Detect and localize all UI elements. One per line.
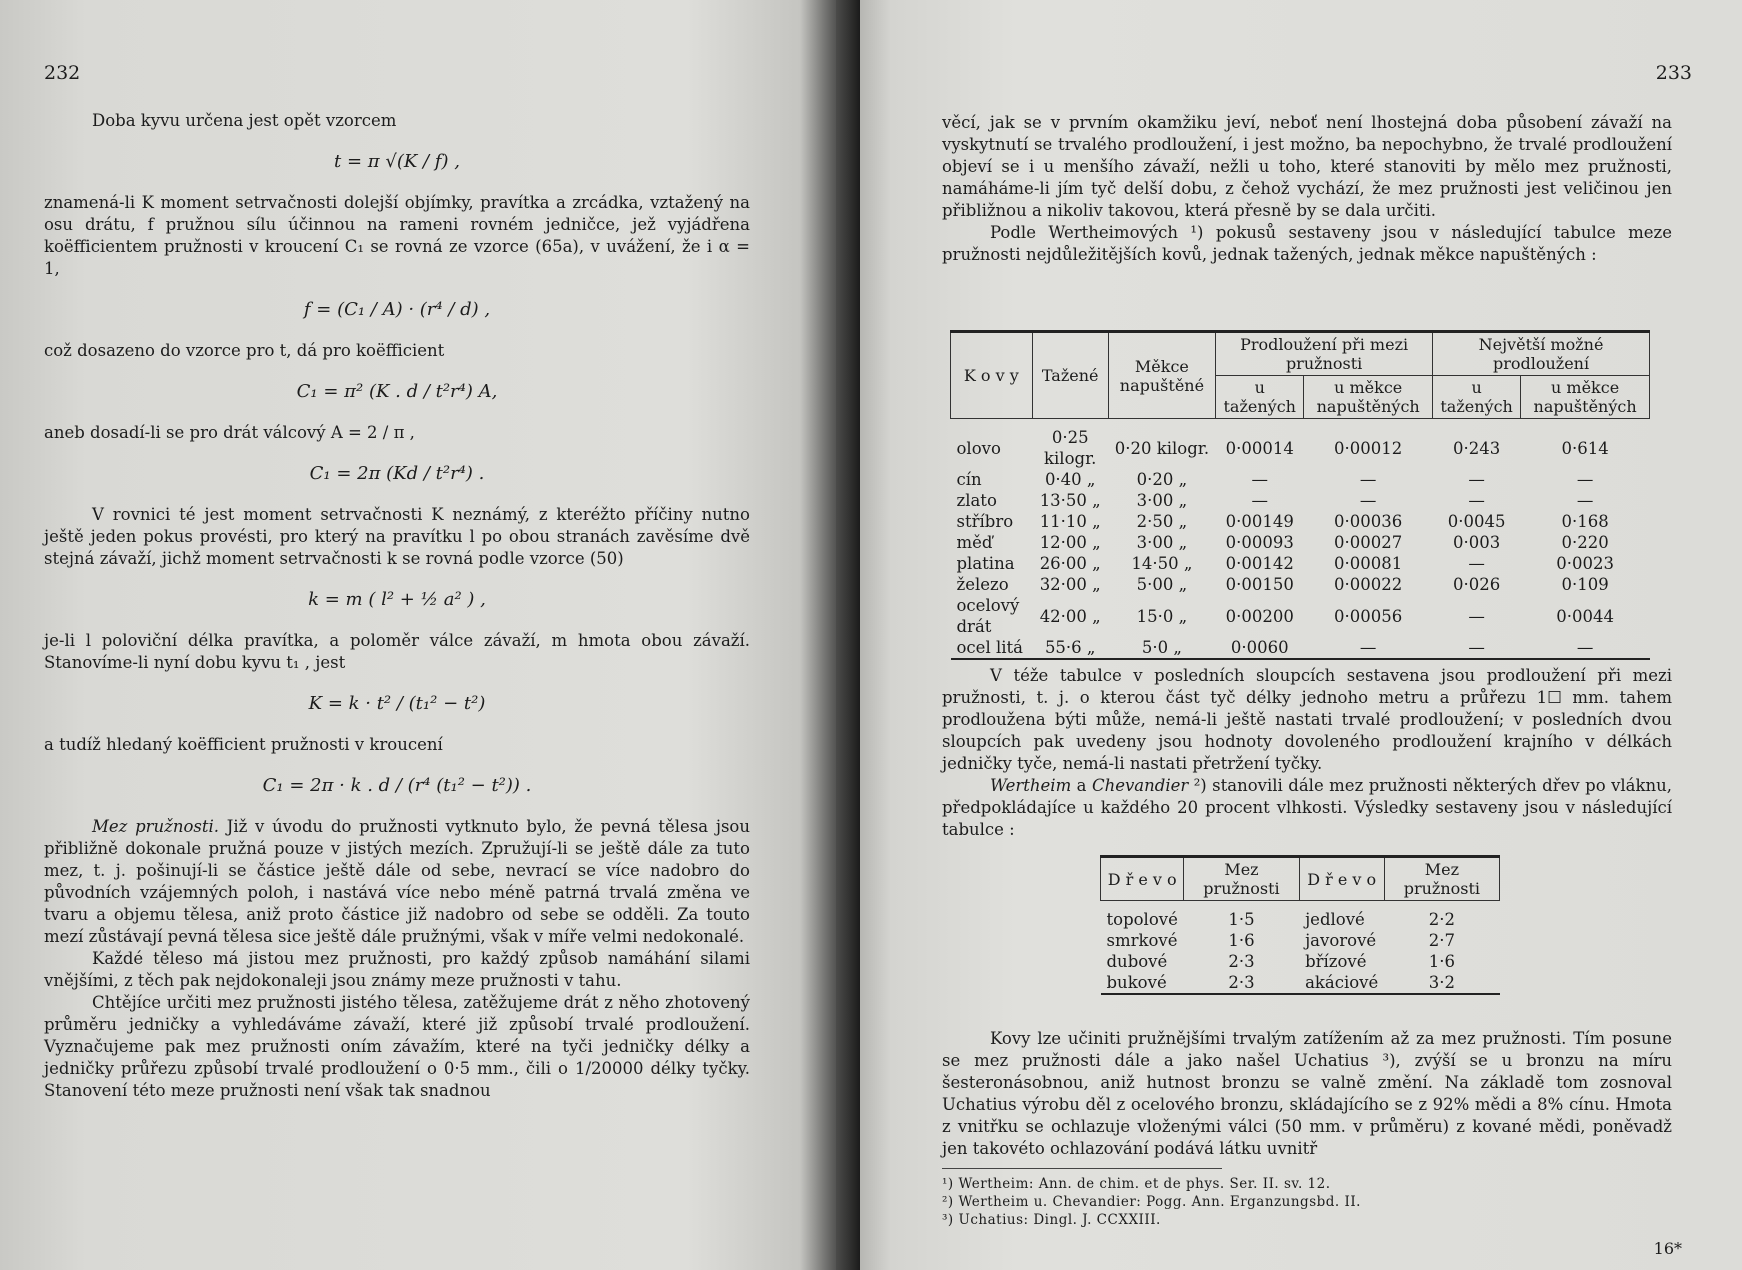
table-cell: 3·2 (1428, 973, 1456, 992)
subheader-u-tazenych: u tažených (1433, 376, 1521, 419)
woods-table-body (1101, 901, 1500, 995)
paragraph: Chtějíce určiti mez pružnosti jistého tělesa, zatěžujeme drát z něho zhotovený průměru jedničky a vyhledáváme závaží, které již způsobí trvalé prodloužení. Vyznačujeme pak mez pružnosti oním závažím, které na tyči jedničky délky a jedničky průřezu způsobí trvalé prodloužení o 0·5 mm., čili o 1/20000 délky tyčky. Stanovení této meze pružnosti není však tak snadnou (44, 993, 750, 1100)
paragraph: je-li l poloviční délka pravítka, a poloměr válce závaží, m hmota obou závaží. Stanovíme-li nyní dobu kyvu t₁ , jest (44, 631, 750, 672)
paragraph: V rovnici té jest moment setrvačnosti K neznámý, z kteréžto příčiny nutno ještě jeden pokus provésti, pro který na pravítku l po obou stranách zavěsíme dvě stejná závaží, jichž moment setrvačnosti k se rovná podle vzorce (50) (44, 505, 750, 568)
table-cell: 0·109 (1561, 575, 1609, 594)
table-cell: 0·0045 (1447, 512, 1506, 531)
table-cell: 3·00 „ (1136, 533, 1188, 552)
text: a (1071, 776, 1092, 795)
page-number-left: 232 (44, 62, 81, 84)
table-cell: 1·6 (1428, 952, 1456, 971)
table-row (951, 553, 1650, 574)
table-row (951, 511, 1650, 532)
paragraph (44, 816, 750, 948)
table-cell: 2·3 (1228, 973, 1255, 992)
header-mez: Mez pružnosti (1384, 857, 1499, 901)
table-cell: 0·25 kilogr. (1044, 428, 1097, 468)
table-cell: ocel litá (956, 638, 1023, 657)
page-number-right: 233 (1655, 62, 1692, 84)
table-cell: 0·00150 (1225, 575, 1294, 594)
table-cell: 5·00 „ (1136, 575, 1188, 594)
table-cell: 2·2 (1428, 910, 1456, 929)
book-gutter (800, 0, 860, 1270)
header-prodlouzeni: Prodloužení při mezi pružnosti (1216, 332, 1433, 376)
right-page-text-bottom (942, 1028, 1672, 1229)
table-cell: — (1359, 638, 1377, 657)
table-row (1101, 972, 1500, 994)
paragraph-text: Již v úvodu do pružnosti vytknuto bylo, že pevná tělesa jsou přibližně dokonale pružná pouze v jistých mezích. Zpružují-li se ještě dále za tuto mez, t. j. pošinují-li se částice ještě dále od sebe, nevrací se více nadobro do původních vzájemných poloh, i nastává více nebo méně patrná trvalá změna ve tvaru a objemu tělesa, aniž proto částice již nadobro od sebe se odděli. Za touto mezí zůstávají pevná tělesa sice ještě dále pružnými, však v míře velmi nedokonalé. (44, 817, 750, 946)
table-cell: 2·50 „ (1136, 512, 1188, 531)
table-cell: 2·7 (1428, 931, 1456, 950)
paragraph: Podle Wertheimových ¹) pokusů sestaveny jsou v následující tabulce meze pružnosti nejdůležitějších kovů, jednak tažených, jednak měkce napuštěných : (942, 223, 1672, 264)
table-cell: 11·10 „ (1039, 512, 1101, 531)
left-page-text (44, 110, 750, 1102)
paragraph: V téže tabulce v posledních sloupcích sestavena jsou prodloužení při mezi pružnosti, t. j. o kterou část tyč délky jednoho metru a průřezu 1☐ mm. tahem prodloužena býti může, nemá-li ještě nastati trvalé prodloužení; v posledních dvou sloupcích pak uvedeny jsou hodnoty dovoleného prodloužení krajního v délkách jedničky tyče, nemá-li nastati přetržení tyčky. (942, 666, 1672, 773)
footnote: ²) Wertheim u. Chevandier: Pogg. Ann. Erganzungsbd. II. (942, 1194, 1361, 1210)
table-cell: 1·6 (1228, 931, 1255, 950)
table-cell: 0·00056 (1334, 606, 1403, 626)
table-cell: 0·168 (1561, 512, 1609, 531)
right-page-text-middle (942, 665, 1672, 841)
table-cell: — (1576, 638, 1594, 657)
header-nejvetsi: Největší možné prodloužení (1433, 332, 1650, 376)
table-cell: 3·00 „ (1136, 491, 1188, 510)
table-row (1101, 930, 1500, 951)
table-cell: 0·00012 (1334, 438, 1403, 458)
header-kovy: K o v y (951, 332, 1033, 419)
header-mekce: Měkce napuštěné (1108, 332, 1215, 419)
formula: k = m ( l² + ½ a² ) , (308, 589, 486, 610)
table-cell: 0·00200 (1225, 606, 1294, 626)
table-cell: — (1576, 491, 1594, 510)
section-heading: Mez pružnosti. (92, 817, 220, 836)
table-cell: měď (956, 533, 993, 552)
footnote: ¹) Wertheim: Ann. de chim. et de phys. Ser. II. sv. 12. (942, 1176, 1331, 1192)
paragraph-text: ²) stanovili dále mez pružnosti některých dřev po vláknu, předpokládajíce u každého 20 procent vlhkosti. Výsledky sestaveny jsou v následující tabulce : (942, 776, 1673, 839)
subheader-u-mekce: u měkce napuštěných (1521, 376, 1650, 419)
table-cell: javorové (1305, 931, 1377, 950)
table-row (951, 574, 1650, 595)
table-row (951, 419, 1650, 470)
table-cell: 0·0023 (1556, 554, 1614, 573)
metals-table-body (951, 419, 1650, 660)
paragraph: aneb dosadí-li se pro drát válcový A = 2 / π , (44, 423, 415, 442)
table-cell: 0·003 (1452, 533, 1501, 552)
formula: C₁ = π² (K . d / t²r⁴) A, (296, 381, 498, 402)
table-row (951, 595, 1650, 637)
table-cell: — (1359, 491, 1377, 510)
table-cell: topolové (1106, 910, 1178, 929)
table-cell: zlato (956, 491, 997, 510)
table-cell: 0·0060 (1230, 638, 1289, 657)
table-cell: smrkové (1106, 931, 1178, 950)
table-cell: 13·50 „ (1039, 491, 1101, 510)
table-cell: — (1468, 638, 1485, 657)
table-cell: 0·00036 (1334, 512, 1403, 531)
table-cell: 0·20 kilogr. (1114, 438, 1210, 458)
left-page (0, 0, 858, 1270)
paragraph: což dosazeno do vzorce pro t, dá pro koëfficient (44, 341, 445, 360)
table-cell: ocelový drát (956, 596, 1020, 636)
author-name: Wertheim (990, 776, 1072, 795)
table-cell: 0·00093 (1225, 533, 1294, 552)
formula: C₁ = 2π (Kd / t²r⁴) . (309, 463, 485, 484)
table-row (951, 532, 1650, 553)
paragraph: Doba kyvu určena jest opět vzorcem (92, 111, 397, 130)
table-cell: — (1468, 491, 1485, 510)
footnote: ³) Uchatius: Dingl. J. CCXXIII. (942, 1212, 1161, 1228)
table-cell: 0·220 (1561, 533, 1609, 552)
table-cell: — (1251, 470, 1268, 489)
table-cell: železo (956, 575, 1009, 594)
table-cell: — (1468, 470, 1485, 489)
table-cell: — (1468, 554, 1485, 573)
header-drevo: D ř e v o (1299, 857, 1384, 901)
table-cell: 0·026 (1452, 575, 1501, 594)
header-mez: Mez pružnosti (1184, 857, 1299, 901)
table-cell: stříbro (956, 512, 1014, 531)
table-cell: jedlové (1305, 910, 1365, 929)
table-cell: 55·6 „ (1044, 638, 1096, 657)
table-row (951, 637, 1650, 659)
table-cell: 0·00142 (1225, 554, 1294, 573)
paragraph (942, 775, 1672, 841)
woods-table (1100, 855, 1500, 995)
table-cell: cín (956, 470, 982, 489)
table-cell: 2·3 (1228, 952, 1255, 971)
paragraph: znamená-li K moment setrvačnosti dolejší objímky, pravítka a zrcádka, vztažený na osu drátu, f pružnou sílu účinnou na rameni rovném jedničce, jež vyjádřena koëfficientem pružnosti v kroucení C₁ se rovná ze vzorce (65a), v uvážení, že i α = 1, (44, 193, 750, 278)
table-cell: 0·00081 (1334, 554, 1403, 573)
formula: C₁ = 2π · k . d / (r⁴ (t₁² − t²)) . (262, 775, 532, 796)
table-cell: břízové (1305, 952, 1367, 971)
table-cell: 0·20 „ (1136, 470, 1188, 489)
table-row (951, 490, 1650, 511)
subheader-u-tazenych: u tažených (1216, 376, 1304, 419)
paragraph: a tudíž hledaný koëfficient pružnosti v kroucení (44, 735, 443, 754)
signature-mark: 16* (1653, 1239, 1682, 1258)
table-cell: 0·00022 (1334, 575, 1403, 594)
table-cell: 15·0 „ (1136, 606, 1188, 626)
table-row (1101, 901, 1500, 931)
formula: t = π √(K / f) , (334, 151, 460, 172)
table-cell: 42·00 „ (1039, 606, 1101, 626)
paragraph: Kovy lze učiniti pružnějšími trvalým zatížením až za mez pružnosti. Tím posune se mez pružnosti dále a jako našel Uchatius ³), zvýší se u bronzu na míru šesteronásobnou, aniž hutnost bronzu se valně změní. Na základě tom zosnoval Uchatius výrobu děl z ocelového bronzu, skládajícího se z 92% mědi a 8% cínu. Hmota z vnitřku se ochlazuje vloženými válci (50 mm. v průměru) z kované mědi, poněvadž jen takovéto ochlazování podává látku uvnitř (942, 1029, 1672, 1158)
table-row (1101, 951, 1500, 972)
header-drevo: D ř e v o (1101, 857, 1184, 901)
table-cell: 26·00 „ (1039, 554, 1101, 573)
table-cell: 14·50 „ (1131, 554, 1193, 573)
table-cell: 0·00014 (1225, 438, 1294, 458)
paragraph: věcí, jak se v prvním okamžiku jeví, neboť není lhostejná doba působení závaží na vyskytnutí se trvalého prodloužení, i jest možno, ba nepochybno, že trvalé prodloužení objeví se i u menšího závaží, nežli u toho, které stanoviti by mělo mez pružnosti, namáháme-li jím tyč delší dobu, z čehož vychází, že mez pružnosti jest veličinou jen přibližnou a nikoliv takovou, která přesně by se dala určiti. (942, 113, 1672, 220)
table-cell: 12·00 „ (1039, 533, 1101, 552)
table-cell: dubové (1106, 952, 1168, 971)
table-cell: 0·243 (1452, 438, 1501, 458)
subheader-u-mekce: u měkce napuštěných (1304, 376, 1433, 419)
table-cell: bukové (1106, 973, 1167, 992)
table-cell: 1·5 (1228, 910, 1255, 929)
table-cell: 0·40 „ (1044, 470, 1096, 489)
table-cell: — (1468, 606, 1485, 626)
table-cell: 32·00 „ (1039, 575, 1101, 594)
formula: f = (C₁ / A) · (r⁴ / d) , (303, 299, 491, 320)
right-page-text-top (942, 112, 1672, 266)
table-cell: olovo (956, 438, 1001, 458)
formula: K = k · t² / (t₁² − t²) (308, 693, 486, 714)
header-tazene: Tažené (1032, 332, 1108, 419)
table-cell: — (1251, 491, 1268, 510)
table-cell: — (1359, 470, 1377, 489)
table-cell: 0·0044 (1556, 606, 1614, 626)
metals-table (950, 330, 1650, 660)
table-cell: 5·0 „ (1141, 638, 1182, 657)
footnote-divider (942, 1168, 1222, 1169)
table-cell: akáciové (1305, 973, 1379, 992)
table-cell: 0·00149 (1225, 512, 1294, 531)
table-cell: — (1576, 470, 1594, 489)
table-row (951, 469, 1650, 490)
paragraph: Každé těleso má jistou mez pružnosti, pro každý způsob namáhání silami vnějšími, z těch pak nejdokonaleji jsou známy meze pružnosti v tahu. (44, 949, 750, 990)
table-cell: 0·614 (1561, 438, 1609, 458)
table-cell: 0·00027 (1334, 533, 1403, 552)
table-cell: platina (956, 554, 1015, 573)
author-name: Chevandier (1091, 776, 1189, 795)
